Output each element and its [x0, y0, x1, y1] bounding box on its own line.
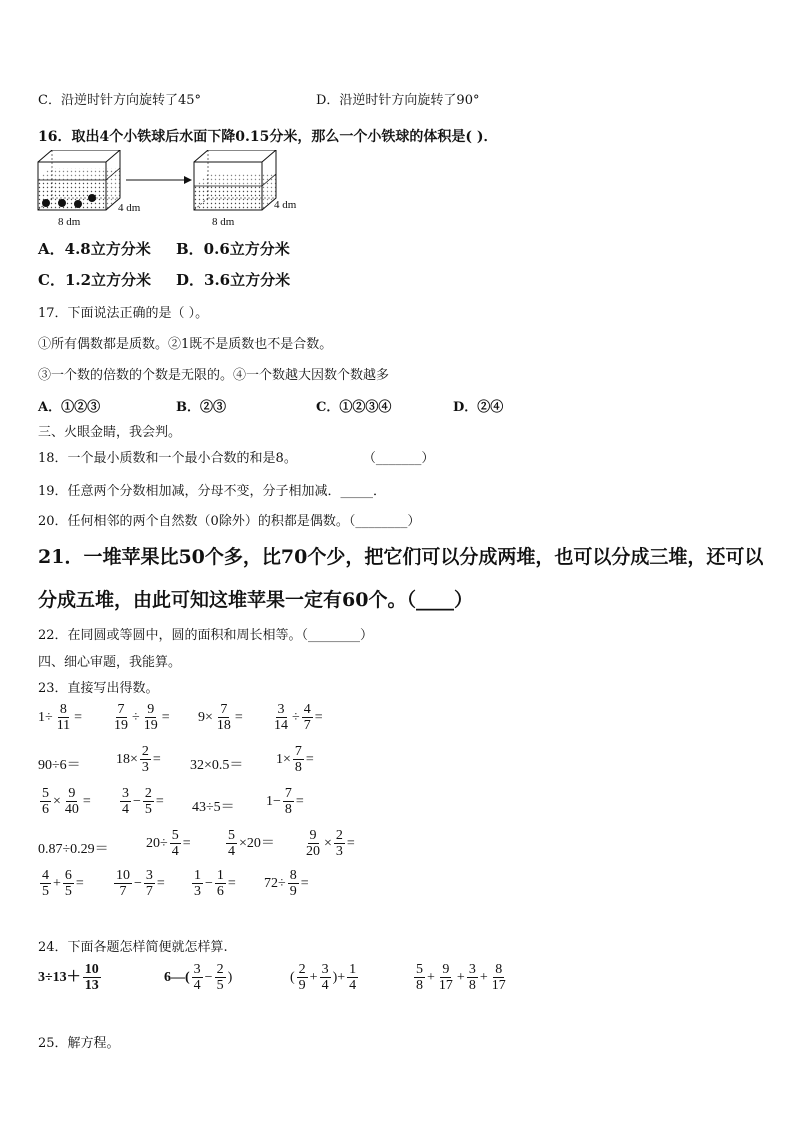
q15-option-d: D．沿逆时针方向旋转了90° [316, 93, 480, 108]
q20: 20．任何相邻的两个自然数（0除外）的积都是偶数。（________） [38, 514, 421, 529]
calc-4-2: 20÷ $\frac{5}{4}$ = [146, 828, 191, 860]
q21-line-2: 分成五堆，由此可知这堆苹果一定有60个。（____） [38, 589, 473, 611]
q24-expr-4: $\frac{5}{8}$ + $\frac{9}{17}$ + $\frac{3}{8}$ + $\frac{8}{17}$ [416, 962, 506, 994]
q19: 19．任意两个分数相加减，分母不变，分子相加减．_____． [38, 484, 387, 499]
calc-2-4: 1× $\frac{7}{8}$ = [276, 744, 314, 776]
calc-4-3: $\frac{5}{4}$ ×20＝ [228, 828, 275, 860]
iron-ball [74, 200, 82, 208]
calc-1-4: $\frac{3}{14}$ ÷ $\frac{4}{7}$ = [274, 702, 323, 734]
calc-1-1: 1÷ $\frac{8}{11}$ = [38, 702, 83, 734]
q16-stem: 16．取出4个小铁球后水面下降0.15分米，那么一个小铁球的体积是( )． [38, 129, 498, 145]
right-tank [194, 150, 276, 210]
right-height-label: 4 dm [274, 199, 297, 211]
q16-option-d: D．3.6立方分米 [176, 271, 291, 289]
left-width-label: 8 dm [58, 216, 81, 228]
q16-option-a: A．4.8立方分米 [38, 240, 151, 258]
calc-4-1: 0.87÷0.29＝ [38, 842, 109, 857]
calc-4-4: $\frac{9}{20}$ × $\frac{2}{3}$ = [306, 828, 355, 860]
q24-title: 24．下面各题怎样简便就怎样算. [38, 940, 228, 955]
q15-option-c: C．沿逆时针方向旋转了45° [38, 93, 201, 108]
q17-option-a: A．①②③ [38, 400, 101, 415]
q23-title: 23．直接写出得数。 [38, 681, 159, 696]
left-tank [38, 150, 120, 210]
section-3-heading: 三、火眼金睛，我会判。 [38, 425, 182, 440]
calc-5-1: $\frac{4}{5}$ + $\frac{6}{5}$ = [42, 868, 84, 900]
q25-title: 25．解方程。 [38, 1036, 120, 1051]
q22: 22．在同圆或等圆中，圆的面积和周长相等。（________） [38, 628, 374, 643]
q17-option-b: B．②③ [176, 400, 226, 415]
calc-3-1: $\frac{5}{6}$ × $\frac{9}{40}$ = [42, 786, 91, 818]
q17-option-c: C．①②③④ [316, 400, 392, 415]
iron-ball [88, 194, 96, 202]
calc-1-3: 9× $\frac{7}{18}$ = [198, 702, 243, 734]
calc-5-4: 72÷ $\frac{8}{9}$ = [264, 868, 309, 900]
iron-ball [58, 199, 66, 207]
calc-3-2: $\frac{3}{4}$ − $\frac{2}{5}$ = [122, 786, 164, 818]
q24-expr-1: 3÷13＋ $\frac{10}{13}$ [38, 962, 99, 994]
q17-statements-1: ①所有偶数都是质数。②1既不是质数也不是合数。 [38, 337, 333, 352]
calc-3-3: 43÷5＝ [192, 800, 235, 815]
right-width-label: 8 dm [212, 216, 235, 228]
q24-expr-2: 6—( $\frac{3}{4}$ − $\frac{2}{5}$ ) [164, 962, 233, 994]
q16-figure [34, 150, 314, 230]
q17-stem: 17．下面说法正确的是（ ）。 [38, 306, 209, 321]
q18: 18．一个最小质数和一个最小合数的和是8。 （_______） [38, 451, 435, 466]
calc-5-3: $\frac{1}{3}$ − $\frac{1}{6}$ = [194, 868, 236, 900]
calc-2-2: 18× $\frac{2}{3}$ = [116, 744, 161, 776]
iron-ball [42, 199, 50, 207]
section-4-heading: 四、细心审题，我能算。 [38, 655, 182, 670]
q16-option-c: C．1.2立方分米 [38, 271, 152, 289]
q17-option-d: D．②④ [453, 400, 504, 415]
left-height-label: 4 dm [118, 202, 141, 214]
calc-1-2: $\frac{7}{19}$ ÷ $\frac{9}{19}$ = [114, 702, 170, 734]
q17-statements-2: ③一个数的倍数的个数是无限的。④一个数越大因数个数越多 [38, 368, 390, 383]
calc-2-1: 90÷6＝ [38, 758, 81, 773]
calc-5-2: $\frac{10}{7}$ − $\frac{3}{7}$ = [116, 868, 165, 900]
q24-expr-3: ( $\frac{2}{9}$ + $\frac{3}{4}$ )+ $\frac{1}{4}$ [290, 962, 357, 994]
q21-line-1: 21．一堆苹果比50个多，比70个少，把它们可以分成两堆，也可以分成三堆，还可以 [38, 546, 764, 568]
calc-3-4: 1− $\frac{7}{8}$ = [266, 786, 304, 818]
calc-2-3: 32×0.5＝ [190, 758, 244, 773]
q16-option-b: B．0.6立方分米 [176, 240, 290, 258]
